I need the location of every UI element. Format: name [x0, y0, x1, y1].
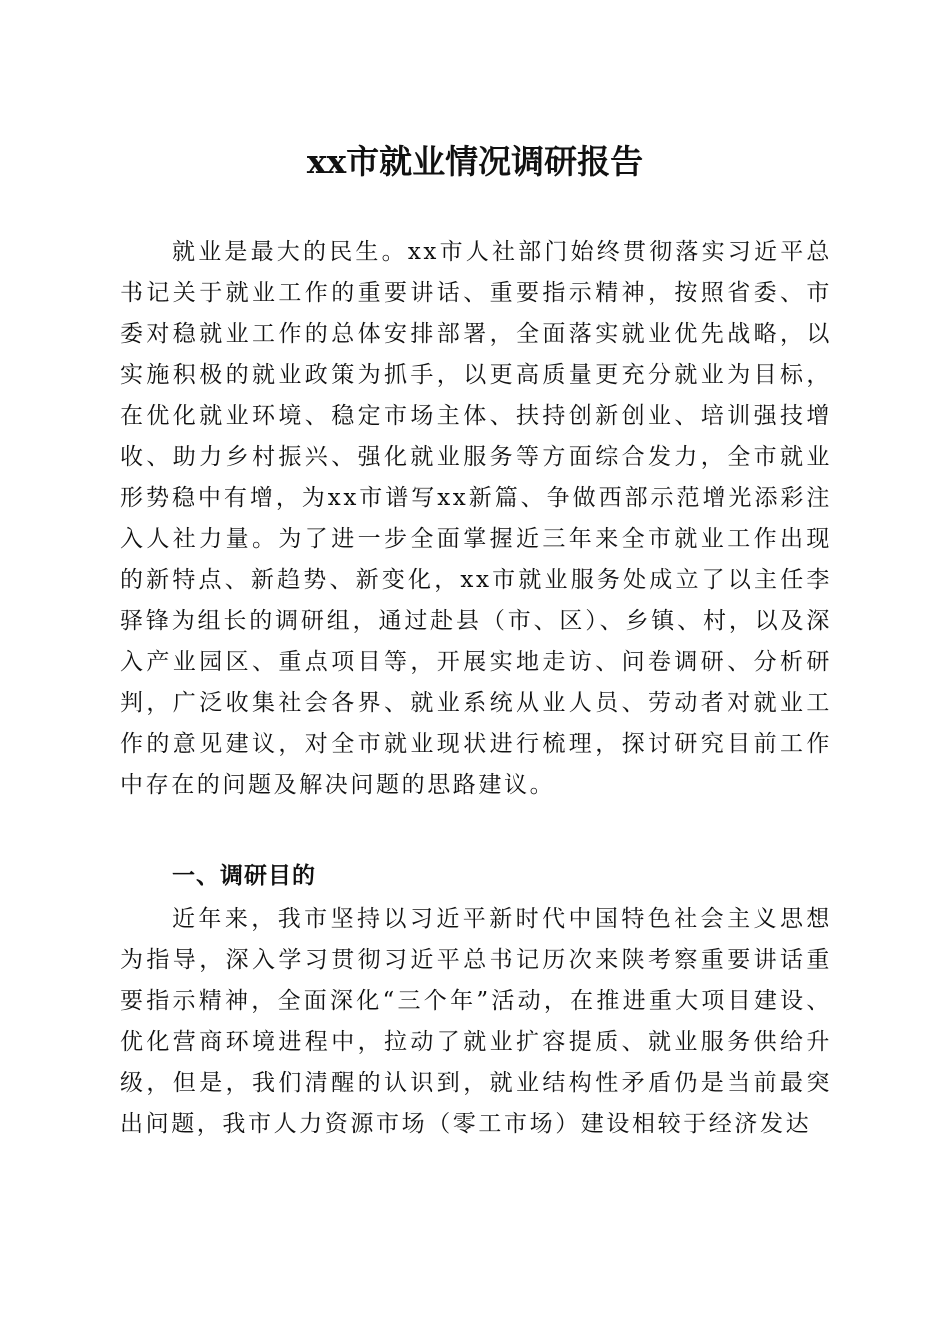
section-heading: 一、调研目的 [172, 863, 316, 889]
section-paragraph: 近年来，我市坚持以习近平新时代中国特色社会主义思想为指导，深入学习贯彻习近平总书记历次来陕考察重要讲话重要指示精神，全面深化“三个年”活动，在推进重大项目建设、优化营商环境进程中，拉动了就业扩容提质、就业服务供给升级，但是，我们清醒的认识到，就业结构性矛盾仍是当前最突出问题，我市人力资源市场（零工市场）建设相较于经济发达 [120, 906, 832, 1137]
intro-paragraph: 就业是最大的民生。xx市人社部门始终贯彻落实习近平总书记关于就业工作的重要讲话、重要指示精神，按照省委、市委对稳就业工作的总体安排部署，全面落实就业优先战略，以实施积极的就业政策为抓手，以更高质量更充分就业为目标，在优化就业环境、稳定市场主体、扶持创新创业、培训强技增收、助力乡村振兴、强化就业服务等方面综合发力，全市就业形势稳中有增，为xx市谱写xx新篇、争做西部示范增光添彩注入人社力量。为了进一步全面掌握近三年来全市就业工作出现的新特点、新趋势、新变化，xx市就业服务处成立了以主任李驿锋为组长的调研组，通过赴县（市、区）、乡镇、村，以及深入产业园区、重点项目等，开展实地走访、问卷调研、分析研判，广泛收集社会各界、就业系统从业人员、劳动者对就业工作的意见建议，对全市就业现状进行梳理，探讨研究目前工作中存在的问题及解决问题的思路建议。 [120, 239, 832, 798]
document-title: xx市就业情况调研报告 [306, 142, 644, 181]
